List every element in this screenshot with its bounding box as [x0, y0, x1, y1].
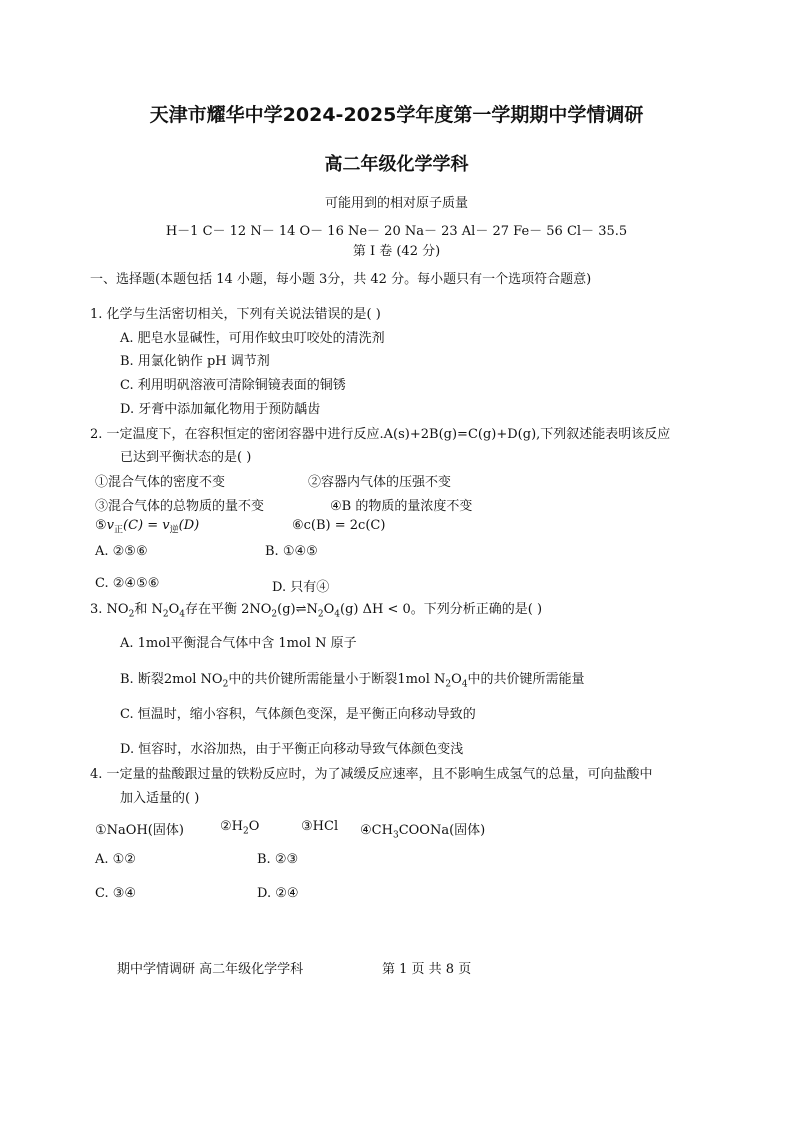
question-3-stem-mid2: O: [168, 602, 180, 617]
question-3-option-b-prefix: B. 断裂2mol NO: [120, 672, 223, 687]
question-3-stem-mid1: 和 N: [134, 602, 163, 617]
question-3-option-b-mid2: O: [451, 672, 462, 687]
question-3-stem-sub6: 4: [334, 609, 341, 620]
question-4-statement-4-sub: 3: [392, 830, 399, 841]
question-2-statement-1: ①混合气体的密度不变: [95, 475, 226, 490]
question-4-statement-4-end: COONa(固体): [398, 823, 486, 838]
question-2-statement-2: ②容器内气体的压强不变: [308, 475, 452, 490]
question-4-statement-4-prefix: ④CH: [360, 823, 393, 838]
question-1-option-b: B. 用氯化钠作 pH 调节剂: [120, 354, 270, 369]
question-4-stem-line2: 加入适量的( ): [120, 791, 200, 806]
section-heading: 一、选择题(本题包括 14 小题，每小题 3分，共 42 分。每小题只有一个选项符合题意): [90, 272, 592, 287]
question-3-option-d: D. 恒容时，水浴加热，由于平衡正向移动导致气体颜色变浅: [120, 742, 464, 757]
question-2-statement-5-sub2: 逆: [169, 525, 179, 536]
question-3-option-a: A. 1mol平衡混合气体中含 1mol N 原子: [120, 636, 357, 651]
question-3-stem: [90, 598, 542, 620]
question-1-option-d: D. 牙膏中添加氟化物用于预防龋齿: [120, 402, 321, 417]
question-3-stem-sub5: 2: [317, 609, 324, 620]
question-4-statement-4: [360, 819, 485, 841]
question-3-option-b-end: 中的共价键所需能量: [467, 672, 585, 687]
question-4-option-b: B. ②③: [257, 852, 299, 867]
question-2-statement-6: ⑥c(B) = 2c(C): [292, 518, 386, 533]
question-3-option-b-sub1: 2: [222, 679, 229, 690]
question-4-statement-1: ①NaOH(固体): [95, 823, 184, 838]
question-3-stem-mid3: 存在平衡 2NO: [184, 602, 272, 617]
question-2-stem-line1: 2. 一定温度下，在容积恒定的密闭容器中进行反应.A(s)+2B(g)=C(g)+D(g),下列叙述能表明该反应: [90, 427, 671, 442]
question-3-option-b-mid: 中的共价键所需能量小于断裂1mol N: [228, 672, 446, 687]
question-2-statement-5-prefix: ⑤: [95, 518, 107, 533]
question-3-option-c: C. 恒温时，缩小容积，气体颜色变深，是平衡正向移动导致的: [120, 707, 476, 722]
question-2-option-a: A. ②⑤⑥: [95, 544, 148, 559]
question-4-option-d: D. ②④: [257, 886, 299, 901]
question-2-statement-3: ③混合气体的总物质的量不变: [95, 499, 265, 514]
footer-page-number: 第 1 页 共 8 页: [382, 962, 472, 977]
question-3-stem-prefix: 3. NO: [90, 602, 129, 617]
question-4-statement-2-sub: 2: [243, 826, 249, 837]
question-2-statement-4: ④B 的物质的量浓度不变: [330, 499, 473, 514]
part-heading: 第 I 卷 (42 分): [352, 244, 441, 259]
question-1-option-c: C. 利用明矾溶液可清除铜镜表面的铜锈: [120, 378, 346, 393]
question-4-statement-2-end: O: [248, 819, 260, 834]
atomic-mass-list: H－1 C－ 12 N－ 14 O－ 16 Ne－ 20 Na－ 23 Al－ 27 Fe－ 56 Cl－ 35.5: [165, 224, 628, 239]
question-3-option-b-sub3: 4: [461, 679, 468, 690]
question-2-statement-5-v: v: [106, 518, 115, 533]
question-3-stem-sub3: 4: [179, 609, 185, 620]
question-4-statement-3: ③HCl: [301, 819, 339, 834]
question-3-stem-sub1: 2: [128, 609, 135, 620]
question-4-stem-line1: 4. 一定量的盐酸跟过量的铁粉反应时，为了减缓反应速率，且不影响生成氢气的总量，可向盐酸中: [90, 767, 653, 782]
question-3-stem-mid5: O: [323, 602, 335, 617]
question-2-option-d: D. 只有④: [272, 580, 330, 595]
question-2-option-c: C. ②④⑤⑥: [95, 576, 160, 591]
atomic-mass-heading: 可能用到的相对原子质量: [324, 196, 468, 211]
question-2-statement-5-mid: (C) = v: [123, 518, 170, 533]
question-3-stem-sub4: 2: [271, 609, 278, 620]
question-1-stem: 1. 化学与生活密切相关，下列有关说法错误的是( ): [90, 307, 381, 322]
question-3-stem-sub2: 2: [162, 609, 169, 620]
question-3-stem-end: (g) ΔH < 0。下列分析正确的是( ): [340, 602, 543, 617]
question-4-option-a: A. ①②: [95, 852, 136, 867]
question-3-option-b: [120, 668, 585, 690]
footer-exam-info: 期中学情调研 高二年级化学学科: [117, 962, 304, 977]
question-4-statement-2: [220, 819, 259, 837]
question-3-option-b-sub2: 2: [445, 679, 452, 690]
question-2-statement-5: [95, 518, 199, 536]
question-2-option-b: B. ①④⑤: [265, 544, 318, 559]
question-2-statement-5-sub1: 正: [114, 525, 124, 536]
question-4-statement-2-prefix: ②H: [220, 819, 243, 834]
exam-subtitle: 高二年级化学学科: [324, 154, 469, 175]
question-2-statement-5-end: (D): [178, 518, 200, 533]
question-1-option-a: A. 肥皂水显碱性，可用作蚊虫叮咬处的清洗剂: [120, 331, 385, 346]
question-2-stem-line2: 已达到平衡状态的是( ): [120, 450, 252, 465]
question-4-option-c: C. ③④: [95, 886, 137, 901]
exam-title: 天津市耀华中学2024-2025学年度第一学期期中学情调研: [149, 104, 644, 126]
question-3-stem-mid4: (g)⇌N: [277, 602, 318, 617]
